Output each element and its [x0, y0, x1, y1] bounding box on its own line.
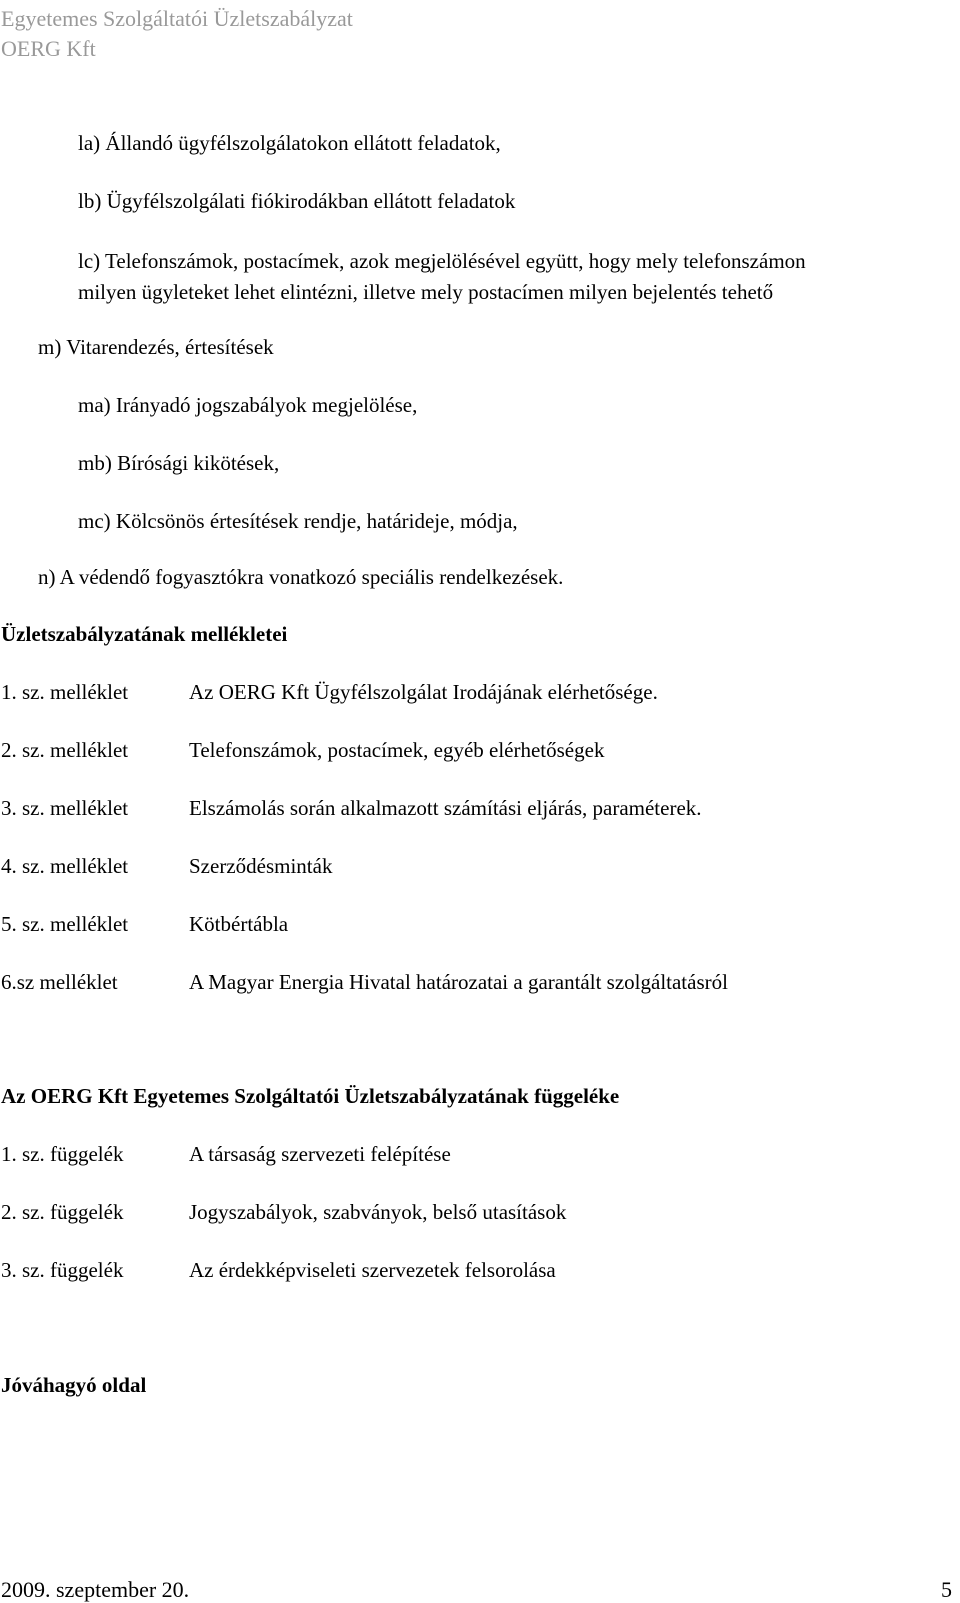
annex-row — [1, 737, 605, 763]
annex-text: Elszámolás során alkalmazott számítási eljárás, paraméterek. — [189, 796, 702, 820]
annex-row — [1, 795, 702, 821]
item-ma: ma) Irányadó jogszabályok megjelölése, — [78, 393, 418, 417]
page-number: 5 — [941, 1577, 952, 1602]
annexes-heading: Üzletszabályzatának mellékletei — [1, 622, 288, 646]
appendix-row — [1, 1141, 451, 1167]
item-la: la) Állandó ügyfélszolgálatokon ellátott feladatok, — [78, 131, 501, 155]
annex-text: Szerződésminták — [189, 854, 333, 878]
appendix-row — [1, 1199, 567, 1225]
annex-label: 3. sz. melléklet — [1, 796, 129, 820]
annex-label: 4. sz. melléklet — [1, 854, 129, 878]
annex-label: 2. sz. melléklet — [1, 738, 129, 762]
annex-label: 5. sz. melléklet — [1, 912, 129, 936]
appendix-label: 2. sz. függelék — [1, 1200, 124, 1224]
annex-text: Telefonszámok, postacímek, egyéb elérhetőségek — [189, 738, 605, 762]
item-lc-continued: milyen ügyleteket lehet elintézni, illetve mely postacímen milyen bejelentés tehető — [78, 280, 774, 304]
appendix-label: 3. sz. függelék — [1, 1258, 124, 1282]
appendix-label: 1. sz. függelék — [1, 1142, 124, 1166]
item-lb: lb) Ügyfélszolgálati fiókirodákban ellátott feladatok — [78, 189, 516, 213]
annex-text: Az OERG Kft Ügyfélszolgálat Irodájának elérhetősége. — [189, 680, 658, 704]
annex-label: 1. sz. melléklet — [1, 680, 129, 704]
page-header — [1, 4, 353, 64]
header-company: OERG Kft — [1, 36, 96, 61]
item-n: n) A védendő fogyasztókra vonatkozó speciális rendelkezések. — [38, 565, 564, 589]
approval-heading: Jóváhagyó oldal — [1, 1373, 147, 1397]
item-mc: mc) Kölcsönös értesítések rendje, határideje, módja, — [78, 509, 518, 533]
item-m: m) Vitarendezés, értesítések — [38, 335, 274, 359]
annex-label: 6.sz melléklet — [1, 970, 118, 994]
annex-row — [1, 679, 658, 705]
annex-text: A Magyar Energia Hivatal határozatai a garantált szolgáltatásról — [189, 970, 728, 994]
appendix-text: Jogyszabályok, szabványok, belső utasítások — [189, 1200, 567, 1224]
annex-row — [1, 911, 289, 937]
item-mb: mb) Bírósági kikötések, — [78, 451, 280, 475]
annex-text: Kötbértábla — [189, 912, 289, 936]
footer-date: 2009. szeptember 20. — [1, 1577, 190, 1602]
annex-row — [1, 853, 333, 879]
appendix-text: A társaság szervezeti felépítése — [189, 1142, 451, 1166]
appendix-text: Az érdekképviseleti szervezetek felsorolása — [189, 1258, 556, 1282]
appendices-heading: Az OERG Kft Egyetemes Szolgáltatói Üzletszabályzatának függeléke — [1, 1084, 620, 1108]
appendix-row — [1, 1257, 556, 1283]
item-lc: lc) Telefonszámok, postacímek, azok megjelölésével együtt, hogy mely telefonszámon — [78, 249, 806, 273]
header-title: Egyetemes Szolgáltatói Üzletszabályzat — [1, 6, 353, 31]
annex-row — [1, 969, 728, 995]
